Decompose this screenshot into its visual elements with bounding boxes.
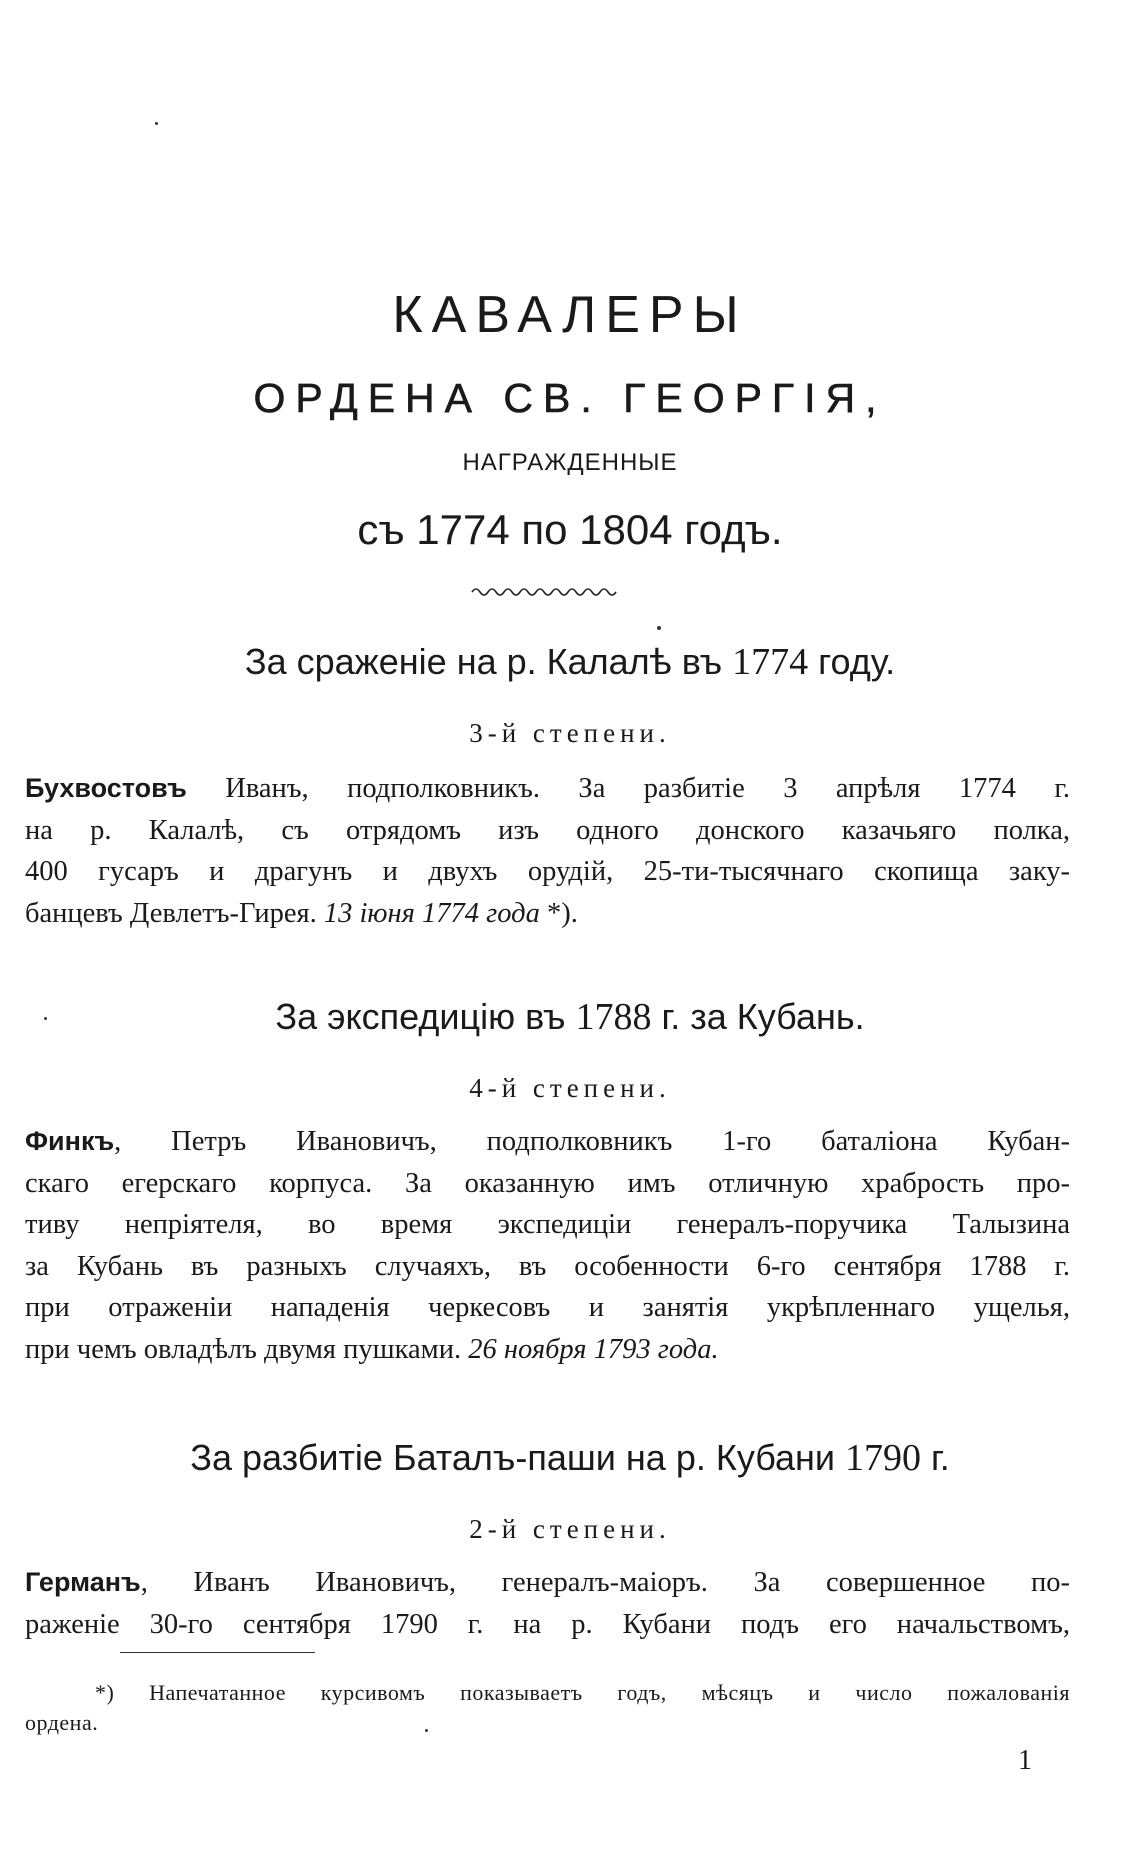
section-heading-kalala [0,640,1140,684]
paragraph-line: Германъ, Иванъ Ивановичъ, генералъ-маіоръ. За совершенное по- [25,1567,1070,1598]
section-heading-kuban-expedition [0,995,1140,1039]
degree-label: 4-й степени. [469,1073,671,1103]
paragraph-line: 400 гусаръ и драгунъ и двухъ орудій, 25-ти-тысячнаго скопища заку- [25,856,1070,887]
degree-label: 2-й степени. [469,1514,671,1544]
paragraph-line: скаго егерскаго корпуса. За оказанную имъ отличную храбрость про- [25,1167,1070,1199]
paragraph-line: банцевъ Девлетъ-Гирея. 13 іюня 1774 года *). [25,897,578,929]
footnote-line: *) Напечатанное курсивомъ показываетъ годъ, мѣсяцъ и число пожалованія [95,1680,1070,1705]
page-number: 1 [1018,1745,1032,1776]
paragraph-line: за Кубань въ разныхъ случаяхъ, въ особенности 6-го сентября 1788 г. [25,1250,1070,1282]
cavalier-name: Германъ [25,1567,141,1597]
paragraph-line: Финкъ, Петръ Ивановичъ, подполковникъ 1-го баталіона Кубан- [25,1126,1070,1157]
paragraph-line: Бухвостовъ Иванъ, подполковникъ. За разбитіе 3 апрѣля 1774 г. [25,773,1070,804]
heading-year: 1788 [575,996,652,1038]
title-order: ОРДЕНА СВ. ГЕОРГІЯ, [253,375,887,421]
heading-text: За сраженіе на р. Калалѣ въ [244,641,733,682]
heading-text: г. [921,1437,950,1478]
paragraph-line: раженіе 30-го сентября 1790 г. на р. Кубани подъ его начальствомъ, [25,1608,1070,1640]
heading-year: 1790 [845,1437,922,1479]
paragraph-line: на р. Калалѣ, съ отрядомъ изъ одного донского казачьяго полка, [25,814,1070,846]
paragraph-line: при чемъ овладѣлъ двумя пушками. 26 ноября 1793 года. [25,1333,719,1365]
footnote-line: ордена. [25,1710,99,1735]
paragraph-line: тиву непріятеля, во время экспедиціи генералъ-поручика Талызина [25,1209,1070,1240]
degree-label: 3-й степени. [469,718,671,748]
heading-text: г. за Кубань. [651,996,865,1037]
wavy-ornament [470,584,620,600]
paragraph-line: при отраженіи нападенія черкесовъ и занятія укрѣпленнаго ущелья, [25,1292,1070,1323]
title-main: КАВАЛЕРЫ [392,286,748,344]
footnote [25,1678,1070,1738]
section-heading-batal-pasha [0,1436,1140,1480]
entry-paragraph-german [25,1562,1070,1645]
cavalier-name: Бухвостовъ [25,773,187,803]
heading-text: За экспедицію въ [275,996,576,1037]
title-awarded: НАГРАЖДЕННЫЕ [462,449,678,476]
scan-speck [657,626,661,630]
award-date: 13 іюня 1774 года [323,897,540,929]
award-date: 26 ноября 1793 года. [468,1333,719,1365]
scan-speck [155,122,158,125]
heading-text: году. [808,641,896,682]
entry-paragraph-bukhvostov [25,768,1070,934]
footnote-divider [120,1652,315,1653]
cavalier-name: Финкъ [25,1126,115,1156]
title-years: съ 1774 по 1804 годъ. [357,506,783,553]
heading-year: 1774 [732,641,809,683]
heading-text: За разбитіе Баталъ-паши на р. Кубани [190,1437,846,1478]
entry-paragraph-fink [25,1121,1070,1370]
